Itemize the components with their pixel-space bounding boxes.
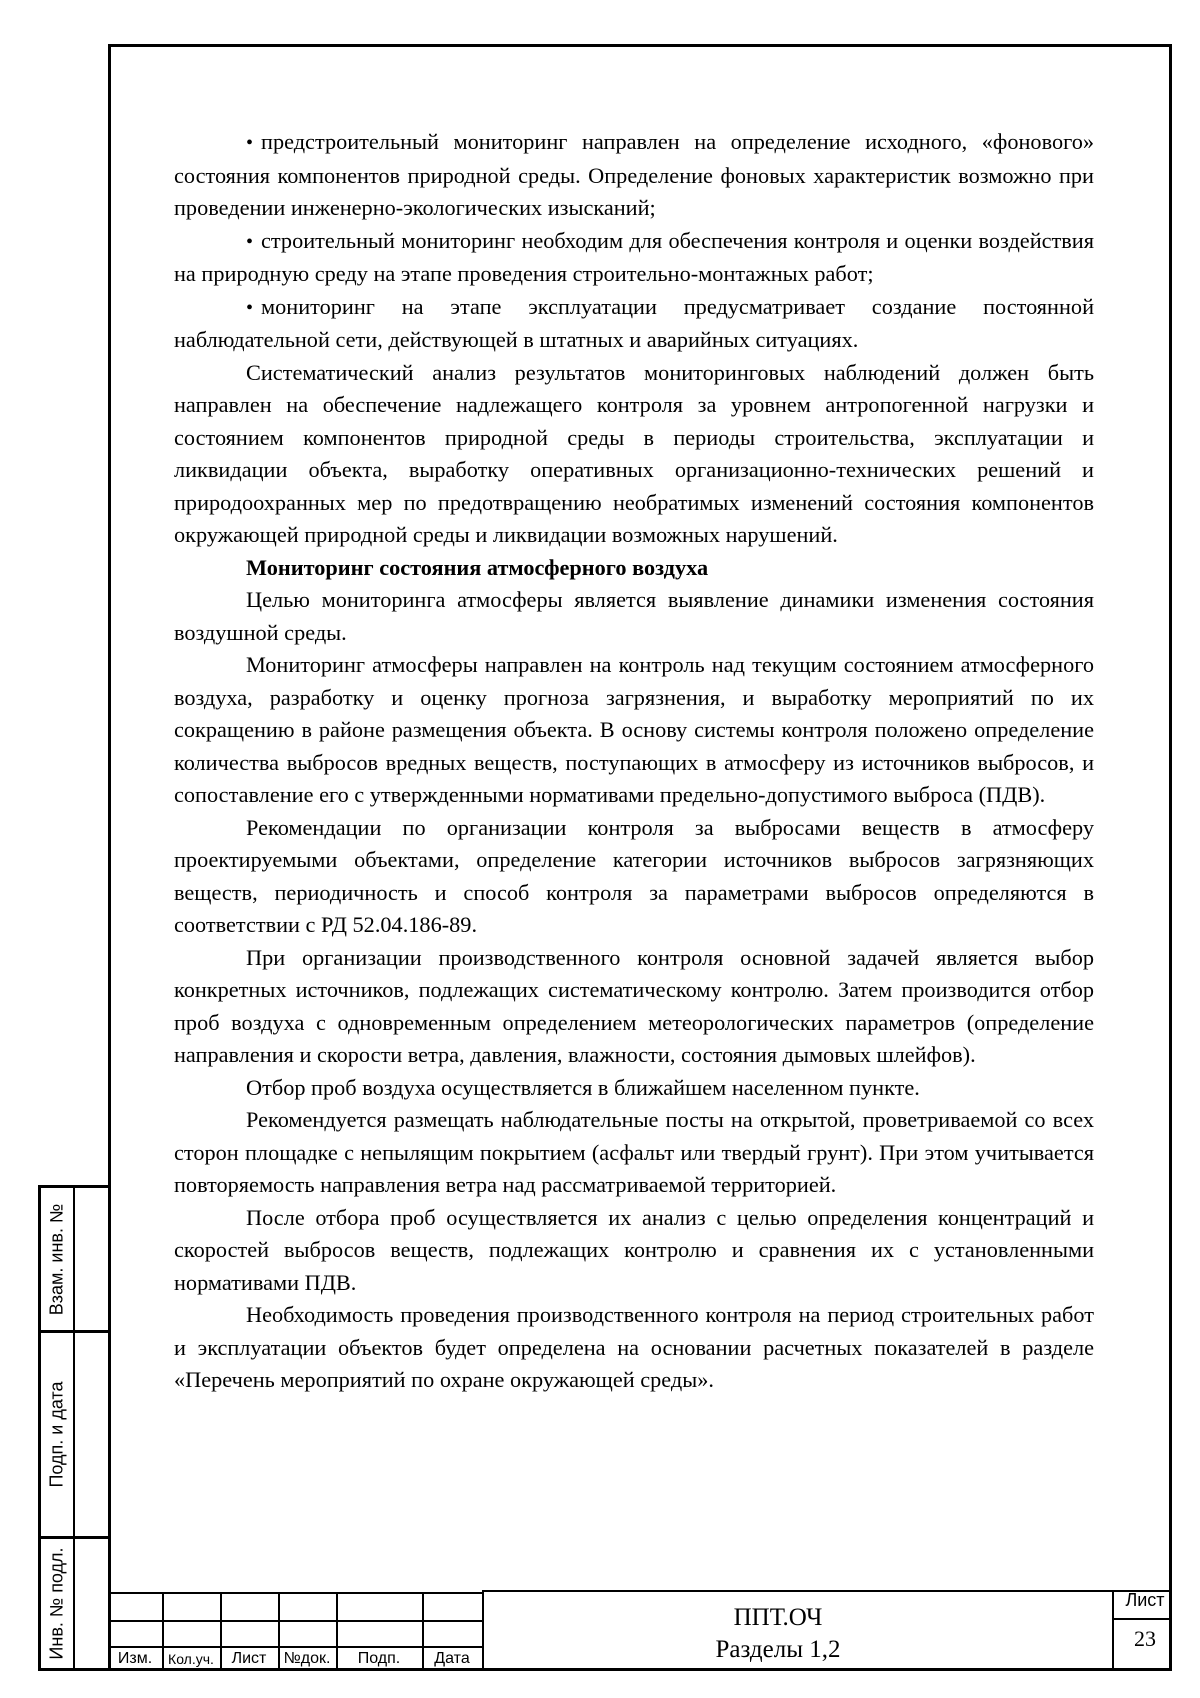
- title-block: [108, 1592, 1172, 1671]
- paragraph: Мониторинг атмосферы направлен на контроль над текущим состоянием атмосферного воздуха, разработку и оценку прогноза загрязнения, и выработку мероприятий по их сокращению в районе размещения объекта. В основу системы контроля положено определение количества выбросов вредных веществ, поступающих в атмосферу из источников выбросов, и сопоставление его с утвержденными нормативами предельно-допустимого выброса (ПДВ).: [174, 652, 1094, 807]
- bullet-icon: •: [246, 230, 254, 253]
- side-stamp-vzam: [38, 1185, 108, 1333]
- side-stamp-inv: [38, 1539, 108, 1671]
- list-item: • предстроительный мониторинг направлен на определение исходного, «фонового» состояния компонентов природной среды. Определение фоновых характеристик возможно при проведении инженерно-экологических изысканий;: [174, 129, 1094, 220]
- bullet-icon: •: [246, 132, 254, 154]
- document-section: Разделы 1,2: [715, 1636, 841, 1663]
- bullet-icon: •: [246, 296, 254, 319]
- side-stamp-podp: [38, 1333, 108, 1539]
- document-code: ППТ.ОЧ: [733, 1604, 823, 1631]
- paragraph: Рекомендуется размещать наблюдательные посты на открытой, проветриваемой со всех сторон площадке с непылящим покрытием (асфальт или твердый грунт). При этом учитывается повторяемость направления ветра над рассматриваемой территорией.: [174, 1107, 1094, 1197]
- paragraph: После отбора проб осуществляется их анализ с целью определения концентраций и скоростей выбросов веществ, подлежащих контролю и сравнения их с установленными нормативами ПДВ.: [174, 1204, 1094, 1295]
- list-item: • строительный мониторинг необходим для обеспечения контроля и оценки воздействия на природную среду на этапе проведения строительно-монтажных работ;: [174, 227, 1094, 286]
- paragraph: Рекомендации по организации контроля за выбросами веществ в атмосферу проектируемыми объектами, определение категории источников выбросов загрязняющих веществ, периодичность и способ контроля за параметрами выбросов определяются в соответствии с РД 52.04.186-89.: [174, 814, 1094, 937]
- paragraph: Необходимость проведения производственного контроля на период строительных работ и эксплуатации объектов будет определена на основании расчетных показателей в разделе «Перечень мероприятий по охране окружающей среды».: [174, 1302, 1094, 1392]
- paragraph: Целью мониторинга атмосферы является выявление динамики изменения состояния воздушной среды.: [174, 587, 1094, 645]
- list-item: • мониторинг на этапе эксплуатации предусматривает создание постоянной наблюдательной сети, действующей в штатных и аварийных ситуациях.: [174, 293, 1094, 352]
- col-list: Лист: [231, 1650, 267, 1667]
- sheet-number: 23: [1134, 1626, 1156, 1651]
- side-label-podp: Подп. и дата: [46, 1381, 67, 1488]
- paragraph: Систематический анализ результатов мониторинговых наблюдений должен быть направлен на обеспечение надлежащего контроля за уровнем антропогенной нагрузки и состоянием компонентов природной среды в периоды строительства, эксплуатации и ликвидации объекта, выработку оперативных организационно-технических решений и природоохранных мер по предотвращению необратимых изменений состояния компонентов окружающей природной среды и ликвидации возможных нарушений.: [174, 359, 1094, 547]
- section-heading: Мониторинг состояния атмосферного воздуха: [246, 554, 709, 580]
- sheet-label: Лист: [1125, 1590, 1165, 1610]
- paragraph: При организации производственного контроля основной задачей является выбор конкретных источников, подлежащих систематическому контролю. Затем производится отбор проб воздуха с одновременным определением метеорологических параметров (определение направления и скорости ветра, давления, влажности, состояния дымовых шлейфов).: [174, 944, 1094, 1067]
- col-ndok: №док.: [283, 1650, 331, 1667]
- col-data: Дата: [434, 1650, 470, 1667]
- col-izm: Изм.: [117, 1650, 153, 1667]
- paragraph: Отбор проб воздуха осуществляется в ближайшем населенном пункте.: [246, 1074, 920, 1100]
- col-podp: Подп.: [357, 1650, 401, 1667]
- side-label-inv: Инв. № подл.: [46, 1547, 67, 1660]
- document-body: [174, 126, 1094, 1397]
- side-label-vzam: Взам. инв. №: [46, 1203, 67, 1315]
- col-kol-uch: Кол.уч.: [168, 1651, 214, 1667]
